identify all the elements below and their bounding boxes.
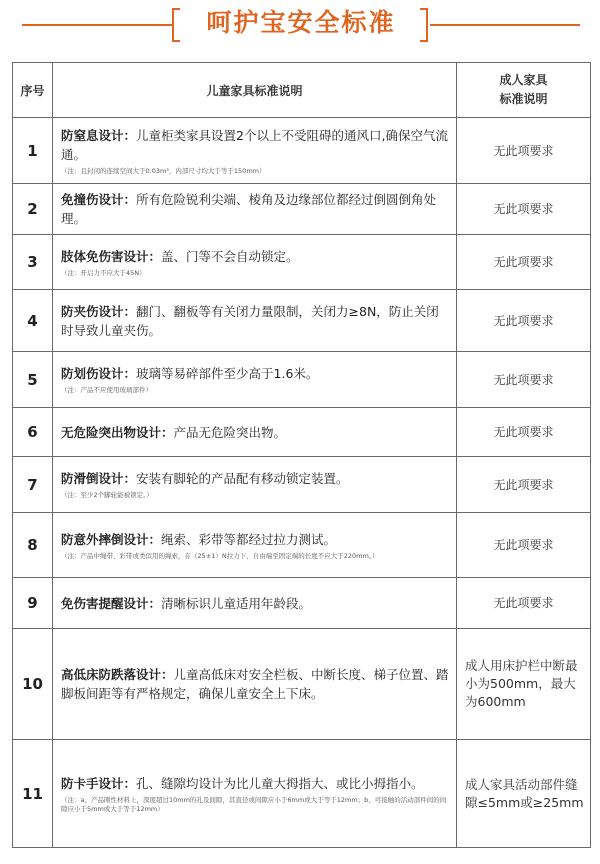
row-adult-standard: 无此项要求 [457, 290, 591, 352]
row-number: 3 [13, 235, 53, 290]
standard-text [61, 665, 450, 703]
row-number: 1 [13, 118, 53, 184]
standard-title: 肢体免伤害设计： [61, 248, 162, 264]
header-bracket-left [172, 8, 180, 42]
row-child-standard [53, 513, 457, 578]
col-header-adult [457, 63, 591, 118]
row-child-standard [53, 352, 457, 408]
row-number: 8 [13, 513, 53, 578]
standard-description: 所有危险锐利尖端、棱角及边缘部位都经过倒圆倒角处理。 [61, 192, 437, 226]
row-adult-standard: 无此项要求 [457, 513, 591, 578]
row-number: 7 [13, 457, 53, 513]
standard-text [61, 190, 450, 228]
page-title: 呵护宝安全标准 [206, 8, 396, 37]
table-row [13, 235, 591, 290]
row-number: 5 [13, 352, 53, 408]
standard-description: 盖、门等不会自动锁定。 [161, 248, 299, 264]
table-row [13, 457, 591, 513]
row-adult-standard: 无此项要求 [457, 235, 591, 290]
standard-text [61, 423, 450, 442]
standard-description: 儿童柜类家具设置2个以上不受阻碍的通风口,确保空气流通。 [61, 127, 448, 162]
standard-title: 免撞伤设计： [61, 192, 137, 207]
standard-text [61, 126, 450, 164]
row-adult-standard: 成人用床护栏中断最小为500mm，最大为600mm [457, 629, 591, 740]
standard-description: 玻璃等易碎部件至少高于1.6米。 [136, 366, 319, 381]
col-header-adult-line1: 成人家具 [499, 73, 548, 87]
row-adult-standard: 无此项要求 [457, 352, 591, 408]
standards-table [12, 62, 591, 848]
row-number: 6 [13, 408, 53, 457]
table-row [13, 629, 591, 740]
standard-text [61, 594, 450, 613]
standard-text [61, 247, 450, 266]
standard-text [61, 469, 450, 488]
standard-text [61, 530, 450, 549]
col-header-child: 儿童家具标准说明 [53, 63, 457, 118]
standard-title: 无危险突出物设计： [61, 424, 174, 440]
row-child-standard [53, 184, 457, 235]
table-row [13, 290, 591, 352]
standard-title: 防划伤设计： [61, 366, 137, 381]
standard-title: 防夹伤设计： [61, 303, 137, 319]
standard-note: （注：且封闭的连续空间大于0.03m³，内部尺寸均大于等于150mm） [61, 166, 266, 175]
header-bracket-right [420, 8, 428, 42]
header-line-right [430, 24, 580, 26]
standard-description: 安装有脚轮的产品配有移动锁定装置。 [136, 471, 349, 486]
standard-note: （注：a、产品刚性材料上，深度超过10mm的孔及间隙，其直径或间隙应小于6mm或大于等于12mm；b、可接触的活动部件间的间隙应小于5mm或大于等于12mm） [61, 795, 447, 813]
row-adult-standard: 无此项要求 [457, 457, 591, 513]
standard-description: 产品无危险突出物。 [173, 424, 287, 440]
row-adult-standard: 成人家具活动部件缝隙≤5mm或≥25mm [457, 740, 591, 848]
row-child-standard [53, 118, 457, 184]
row-number: 11 [13, 740, 53, 848]
row-child-standard [53, 457, 457, 513]
standard-description: 绳索、彩带等都经过拉力测试。 [161, 531, 337, 547]
table-row [13, 118, 591, 184]
standard-title: 防意外摔倒设计： [61, 531, 162, 547]
row-adult-standard: 无此项要求 [457, 184, 591, 235]
standard-description: 儿童高低床对安全栏板、中断长度、梯子位置、踏脚板间距等有严格规定，确保儿童安全上下床。 [61, 667, 449, 701]
standard-title: 高低床防跌落设计： [61, 667, 174, 682]
table-row [13, 408, 591, 457]
standard-note: （注：产品中绳带、彩带或类似用的绳索，在（25±1）N拉力下，自由端至固定端的长度不应大于220mm。） [61, 551, 379, 560]
standard-title: 防窒息设计： [61, 127, 137, 143]
col-header-adult-line2: 标准说明 [499, 92, 548, 106]
header-line-left [22, 24, 172, 26]
standard-title: 免伤害提醒设计： [61, 595, 162, 611]
row-number: 10 [13, 629, 53, 740]
standard-description: 翻门、翻板等有关闭力量限制，关闭力≥8N，防止关闭时导致儿童夹伤。 [61, 303, 439, 338]
standard-note: （注：至少2个脚轮能被锁定。） [61, 491, 153, 499]
table-header-row [13, 63, 591, 118]
row-number: 4 [13, 290, 53, 352]
row-adult-standard: 无此项要求 [457, 578, 591, 629]
standard-note: （注：开启力不应大于45N） [61, 268, 146, 277]
row-adult-standard: 无此项要求 [457, 408, 591, 457]
row-adult-standard: 无此项要求 [457, 118, 591, 184]
standard-title: 防滑倒设计： [61, 471, 137, 486]
col-header-num: 序号 [13, 63, 53, 118]
table-row [13, 740, 591, 848]
table-row [13, 578, 591, 629]
standard-text [61, 774, 450, 793]
row-child-standard [53, 290, 457, 352]
row-child-standard [53, 578, 457, 629]
standard-description: 清晰标识儿童适用年龄段。 [161, 595, 312, 611]
header [0, 0, 600, 50]
standard-note: （注：产品不应使用玻璃部件） [61, 386, 152, 394]
table-row [13, 184, 591, 235]
standard-title: 防卡手设计： [61, 775, 137, 791]
row-number: 2 [13, 184, 53, 235]
standard-text [61, 364, 450, 383]
standard-description: 孔、缝隙均设计为比儿童大拇指大、或比小拇指小。 [136, 775, 424, 791]
standard-text [61, 302, 450, 340]
row-number: 9 [13, 578, 53, 629]
row-child-standard [53, 408, 457, 457]
row-child-standard [53, 629, 457, 740]
row-child-standard [53, 235, 457, 290]
table-row [13, 513, 591, 578]
row-child-standard [53, 740, 457, 848]
table-row [13, 352, 591, 408]
